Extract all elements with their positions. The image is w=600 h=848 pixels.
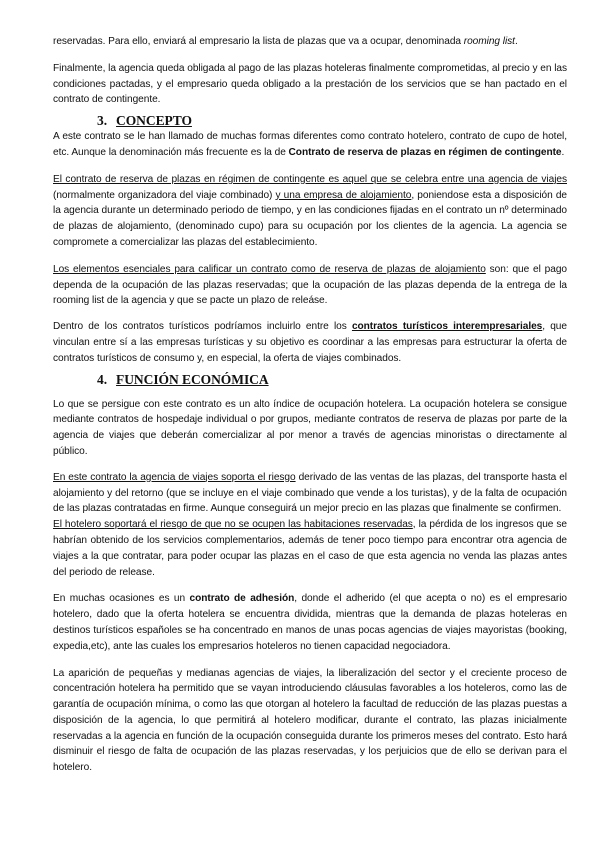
paragraph-occupancy: Lo que se persigue con este contrato es un alto índice de ocupación hotelera. La ocupación hotelera se consigue mediante contratos de hospedaje individual o por grupos, mediante contratos de reserva de plazas por parte de la agencia de viajes que deberán comercializar al por menor a través de agencias minoristas o directamente al público. bbox=[53, 398, 567, 457]
paragraph-concepto: A este contrato se le han llamado de muchas formas diferentes como contrato hotelero, contrato de cupo de hotel, etc. Aunque la denominación más frecuente es la de Contrato de reserva de plazas en régimen de contingente. bbox=[53, 131, 567, 158]
paragraph-rooming-list: reservadas. Para ello, enviará al empresario la lista de plazas que va a ocupar, denominada rooming list. bbox=[53, 36, 518, 47]
paragraph-essential-elements: Los elementos esenciales para calificar un contrato como de reserva de plazas de alojamiento son: que el pago dependa de la ocupación de las plazas reservadas; que la ocupación de las plazas dependa de la entrega de la rooming list de la agencia y que se pacte un plazo de releáse. bbox=[53, 263, 568, 307]
rooming-list-term: rooming list bbox=[463, 36, 515, 47]
paragraph-agency-risk: En este contrato la agencia de viajes soporta el riesgo derivado de las ventas de las plazas, del transporte hasta el alojamiento y del retorno (que se incluye en el viaje combinado que vende a los turistas), y de la falta de ocupación de las plazas contratadas en firme. Aunque conseguirá un mejor precio en las plazas que finalmente se confirmen. bbox=[53, 471, 567, 515]
document-page bbox=[53, 34, 567, 776]
paragraph-contract-types: Dentro de los contratos turísticos podríamos incluirlo entre los contratos turísticos interempresariales, que vinculan entre sí a las empresas turísticas y su objetivo es coordinar a las empresas para estructurar la oferta de contratos turísticos de consumo y, en especial, la oferta de viajes combinados. bbox=[53, 321, 567, 364]
paragraph-hotel-risk: El hotelero soportará el riesgo de que no se ocupen las habitaciones reservadas, la pérdida de los ingresos que se habrían obtenido de los servicios complementarios, además de tener poco tiempo para encontrar otra agencia de viajes a la que contratar, para poder ocupar las plazas en el caso de que esta agencia no venda las plazas antes del periodo de release. bbox=[53, 519, 567, 578]
paragraph-definition: El contrato de reserva de plazas en régimen de contingente es aquel que se celebra entre una agencia de viajes (normalmente organizadora del viaje combinado) y una empresa de alojamiento, poniendose esta a disposición de la agencia durante un determinado periodo de tiempo, y en las condiciones fijadas en el contrato un nº determinado de plazas de alojamiento, (denominado cupo) para su ocupación por los clientes de la agencia. La agencia se compromete a comercializar las plazas del establecimiento. bbox=[53, 173, 568, 248]
section-heading-concepto: 3. CONCEPTO bbox=[97, 113, 192, 129]
paragraph-adhesion-contract: En muchas ocasiones es un contrato de adhesión, donde el adherido (el que acepta o no) es el empresario hotelero, dado que la oferta hotelera se encuentra dividida, mientras que la demanda de plazas hoteleras en destinos turísticos españoles se ha concentrado en manos de unas pocas agencias de viajes mayoristas (booking, expedia,etc), ante las cuales los empresarios hoteleros no tienen capacidad negociadora. bbox=[53, 593, 568, 652]
paragraph-obligations: Finalmente, la agencia queda obligada al pago de las plazas hoteleras finalmente comprometidas, al precio y en las condiciones pactadas, y el empresario queda obligado a la prestación de los servicios que se han pactado en el contrato de contingente. bbox=[53, 62, 567, 106]
section-heading-funcion-economica: 4. FUNCIÓN ECONÓMICA bbox=[97, 371, 269, 387]
paragraph-market-changes: La aparición de pequeñas y medianas agencias de viajes, la liberalización del sector y el creciente proceso de concentración hotelera ha permitido que se vayan introduciendo cláusulas favorables a los hoteleros, como las de garantía de ocupación mínima, o como las que otorgan al hotelero la facultad de reducción de las plazas puestas a disposición de la agencia, lo que permitirá al hotelero modificar, durante el contrato, las plazas inicialmente reservadas a la agencia en función de la ocupación conseguida durante los primeros meses del contrato. Esto hará disminuir el riesgo de falta de ocupación de las plazas reservadas, y los perjuicios que de ello se derivan para el hotelero. bbox=[53, 667, 567, 774]
